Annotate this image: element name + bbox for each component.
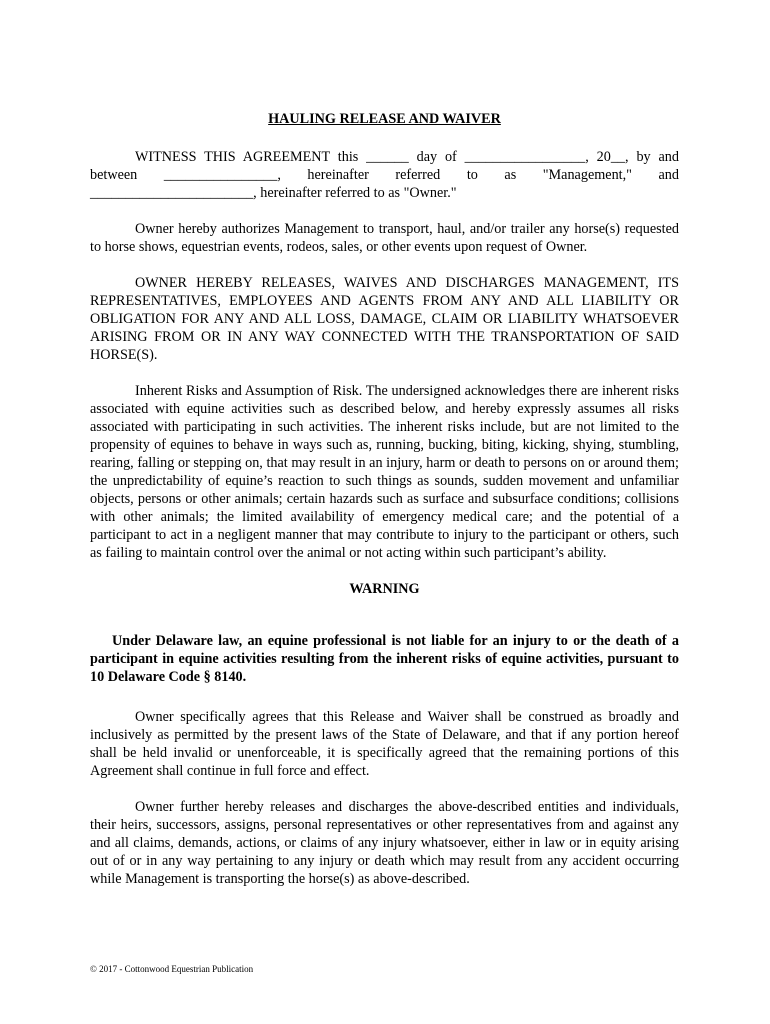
document-title: HAULING RELEASE AND WAIVER bbox=[268, 111, 501, 127]
warning-text: Under Delaware law, an equine professional is not liable for an injury to or the death of a participant in equine activities resulting from the inherent risks of equine activities, pursuant to 10 Delaware Code § 8140. bbox=[90, 633, 679, 685]
release-paragraph: OWNER HEREBY RELEASES, WAIVES AND DISCHARGES MANAGEMENT, ITS REPRESENTATIVES, EMPLOYEES AND AGENTS FROM ANY AND ALL LIABILITY OR OBLIGATION FOR ANY AND ALL LOSS, DAMAGE, CLAIM OR LIABILITY WHATSOEVER ARISING FROM OR IN ANY WAY CONNECTED WITH THE TRANSPORTATION OF SAID HORSE(S). bbox=[90, 275, 679, 363]
document-body bbox=[90, 110, 679, 906]
footer-copyright: © 2017 - Cottonwood Equestrian Publication bbox=[90, 964, 254, 974]
inherent-risks-paragraph: Inherent Risks and Assumption of Risk. The undersigned acknowledges there are inherent risks associated with equine activities such as described below, and hereby expressly assumes all risks associated with participating in such activities. The inherent risks include, but are not limited to the propensity of equines to behave in ways such as, running, bucking, biting, kicking, shying, stumbling, rearing, falling or stepping on, that may result in an injury, harm or death to persons on or around them; the unpredictability of equine’s reaction to such things as sounds, sudden movement and unfamiliar objects, persons or other animals; certain hazards such as surface and subsurface conditions; collisions with other animals; the limited availability of emergency medical care; and the potential of a participant to act in a negligent manner that may contribute to injury to the participant or others, such as failing to maintain control over the animal or not acting within such participant’s ability. bbox=[90, 383, 679, 561]
construction-paragraph: Owner specifically agrees that this Release and Waiver shall be construed as broadly and inclusively as permitted by the present laws of the State of Delaware, and that if any portion hereof shall be held invalid or unenforceable, it is specifically agreed that the remaining portions of this Agreement shall continue in full force and effect. bbox=[90, 709, 679, 779]
warning-heading: WARNING bbox=[349, 581, 420, 597]
authorization-paragraph: Owner hereby authorizes Management to transport, haul, and/or trailer any horse(s) requested to horse shows, equestrian events, rodeos, sales, or other events upon request of Owner. bbox=[90, 221, 679, 255]
further-release-paragraph: Owner further hereby releases and discharges the above-described entities and individuals, their heirs, successors, assigns, personal representatives or other representatives from and against any and all claims, demands, actions, or claims of any injury whatsoever, either in law or in equity arising out of or in any way pertaining to any injury or death which may result from any accident occurring while Management is transporting the horse(s) as above-described. bbox=[90, 799, 679, 887]
witness-paragraph: WITNESS THIS AGREEMENT this ______ day of _________________, 20__, by and between ________________, hereinafter referred to as "Management," and _______________________, hereinafter referred to as "Owner." bbox=[90, 149, 679, 201]
